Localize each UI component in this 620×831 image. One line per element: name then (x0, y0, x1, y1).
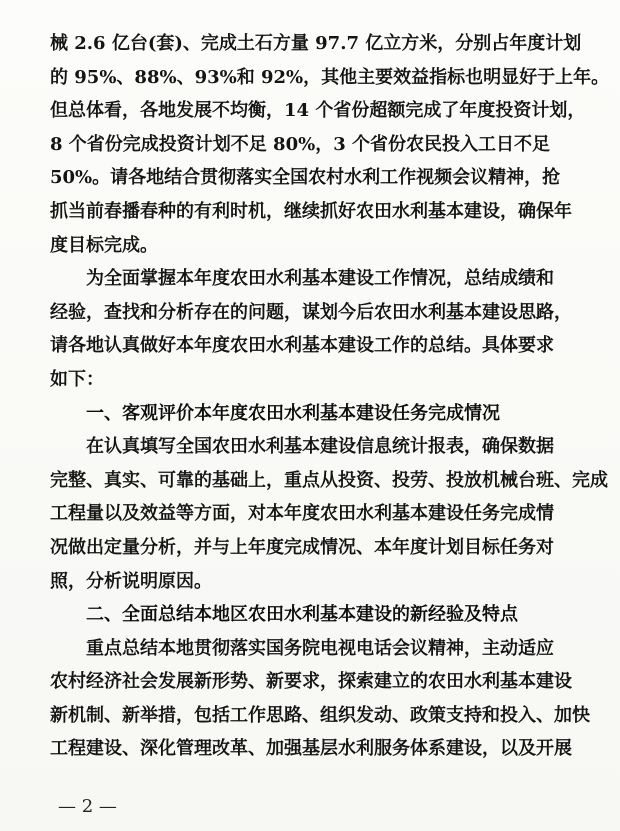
paragraph-line: 抓当前春播春种的有利时机，继续抓好农田水利基本建设，确保年 (50, 200, 572, 222)
paragraph-line: 经验，查找和分析存在的问题，谋划今后农田水利基本建设思路， (50, 301, 572, 323)
paragraph-line: 度目标完成。 (50, 234, 158, 256)
paragraph-line: 的 95%、88%、93%和 92%，其他主要效益指标也明显好于上年。 (50, 66, 610, 88)
section-heading-two: 二、全面总结本地区农田水利基本建设的新经验及特点 (86, 604, 518, 626)
paragraph-line: 8 个省份完成投资计划不足 80%，3 个省份农民投入工日不足 (50, 133, 550, 155)
paragraph-line: 械 2.6 亿台(套)、完成土石方量 97.7 亿立方米，分别占年度计划 (50, 33, 582, 54)
paragraph-line: 在认真填写全国农田水利基本建设信息统计报表，确保数据 (86, 436, 554, 458)
paragraph-line: 工程建设、深化管理改革、加强基层水利服务体系建设，以及开展 (50, 738, 572, 760)
section-two-body (50, 632, 590, 766)
paragraph-line: 如下： (50, 368, 104, 390)
paragraph-line: 重点总结本地贯彻落实国务院电视电话会议精神，主动适应 (86, 637, 554, 659)
section-one-body (50, 430, 608, 598)
paragraph-requirements-intro (50, 262, 580, 396)
paragraph-line: 农村经济社会发展新形势、新要求，探索建立的农田水利基本建设 (50, 671, 572, 693)
paragraph-line: 请各地认真做好本年度农田水利基本建设工作的总结。具体要求 (50, 335, 554, 357)
paragraph-line: 照，分析说明原因。 (50, 570, 212, 592)
paragraph-line: 完整、真实、可靠的基础上，重点从投资、投劳、投放机械台班、完成 (50, 469, 608, 491)
paragraph-line: 50%。请各地结合贯彻落实全国农村水利工作视频会议精神，抢 (50, 167, 561, 189)
paragraph-line: 为全面掌握本年度农田水利基本建设工作情况，总结成绩和 (86, 268, 554, 290)
section-heading-one: 一、客观评价本年度农田水利基本建设任务完成情况 (86, 402, 500, 424)
paragraph-line: 工程量以及效益等方面，对本年度农田水利基本建设任务完成情 (50, 503, 554, 525)
paragraph-progress-summary (50, 27, 610, 262)
paragraph-line: 况做出定量分析，并与上年度完成情况、本年度计划目标任务对 (50, 536, 554, 558)
paragraph-line: 但总体看，各地发展不均衡，14 个省份超额完成了年度投资计划， (50, 100, 586, 122)
document-content (50, 27, 610, 766)
page-number: — 2 — (58, 796, 117, 817)
paragraph-line: 新机制、新举措，包括工作思路、组织发动、政策支持和投入、加快 (50, 704, 590, 726)
